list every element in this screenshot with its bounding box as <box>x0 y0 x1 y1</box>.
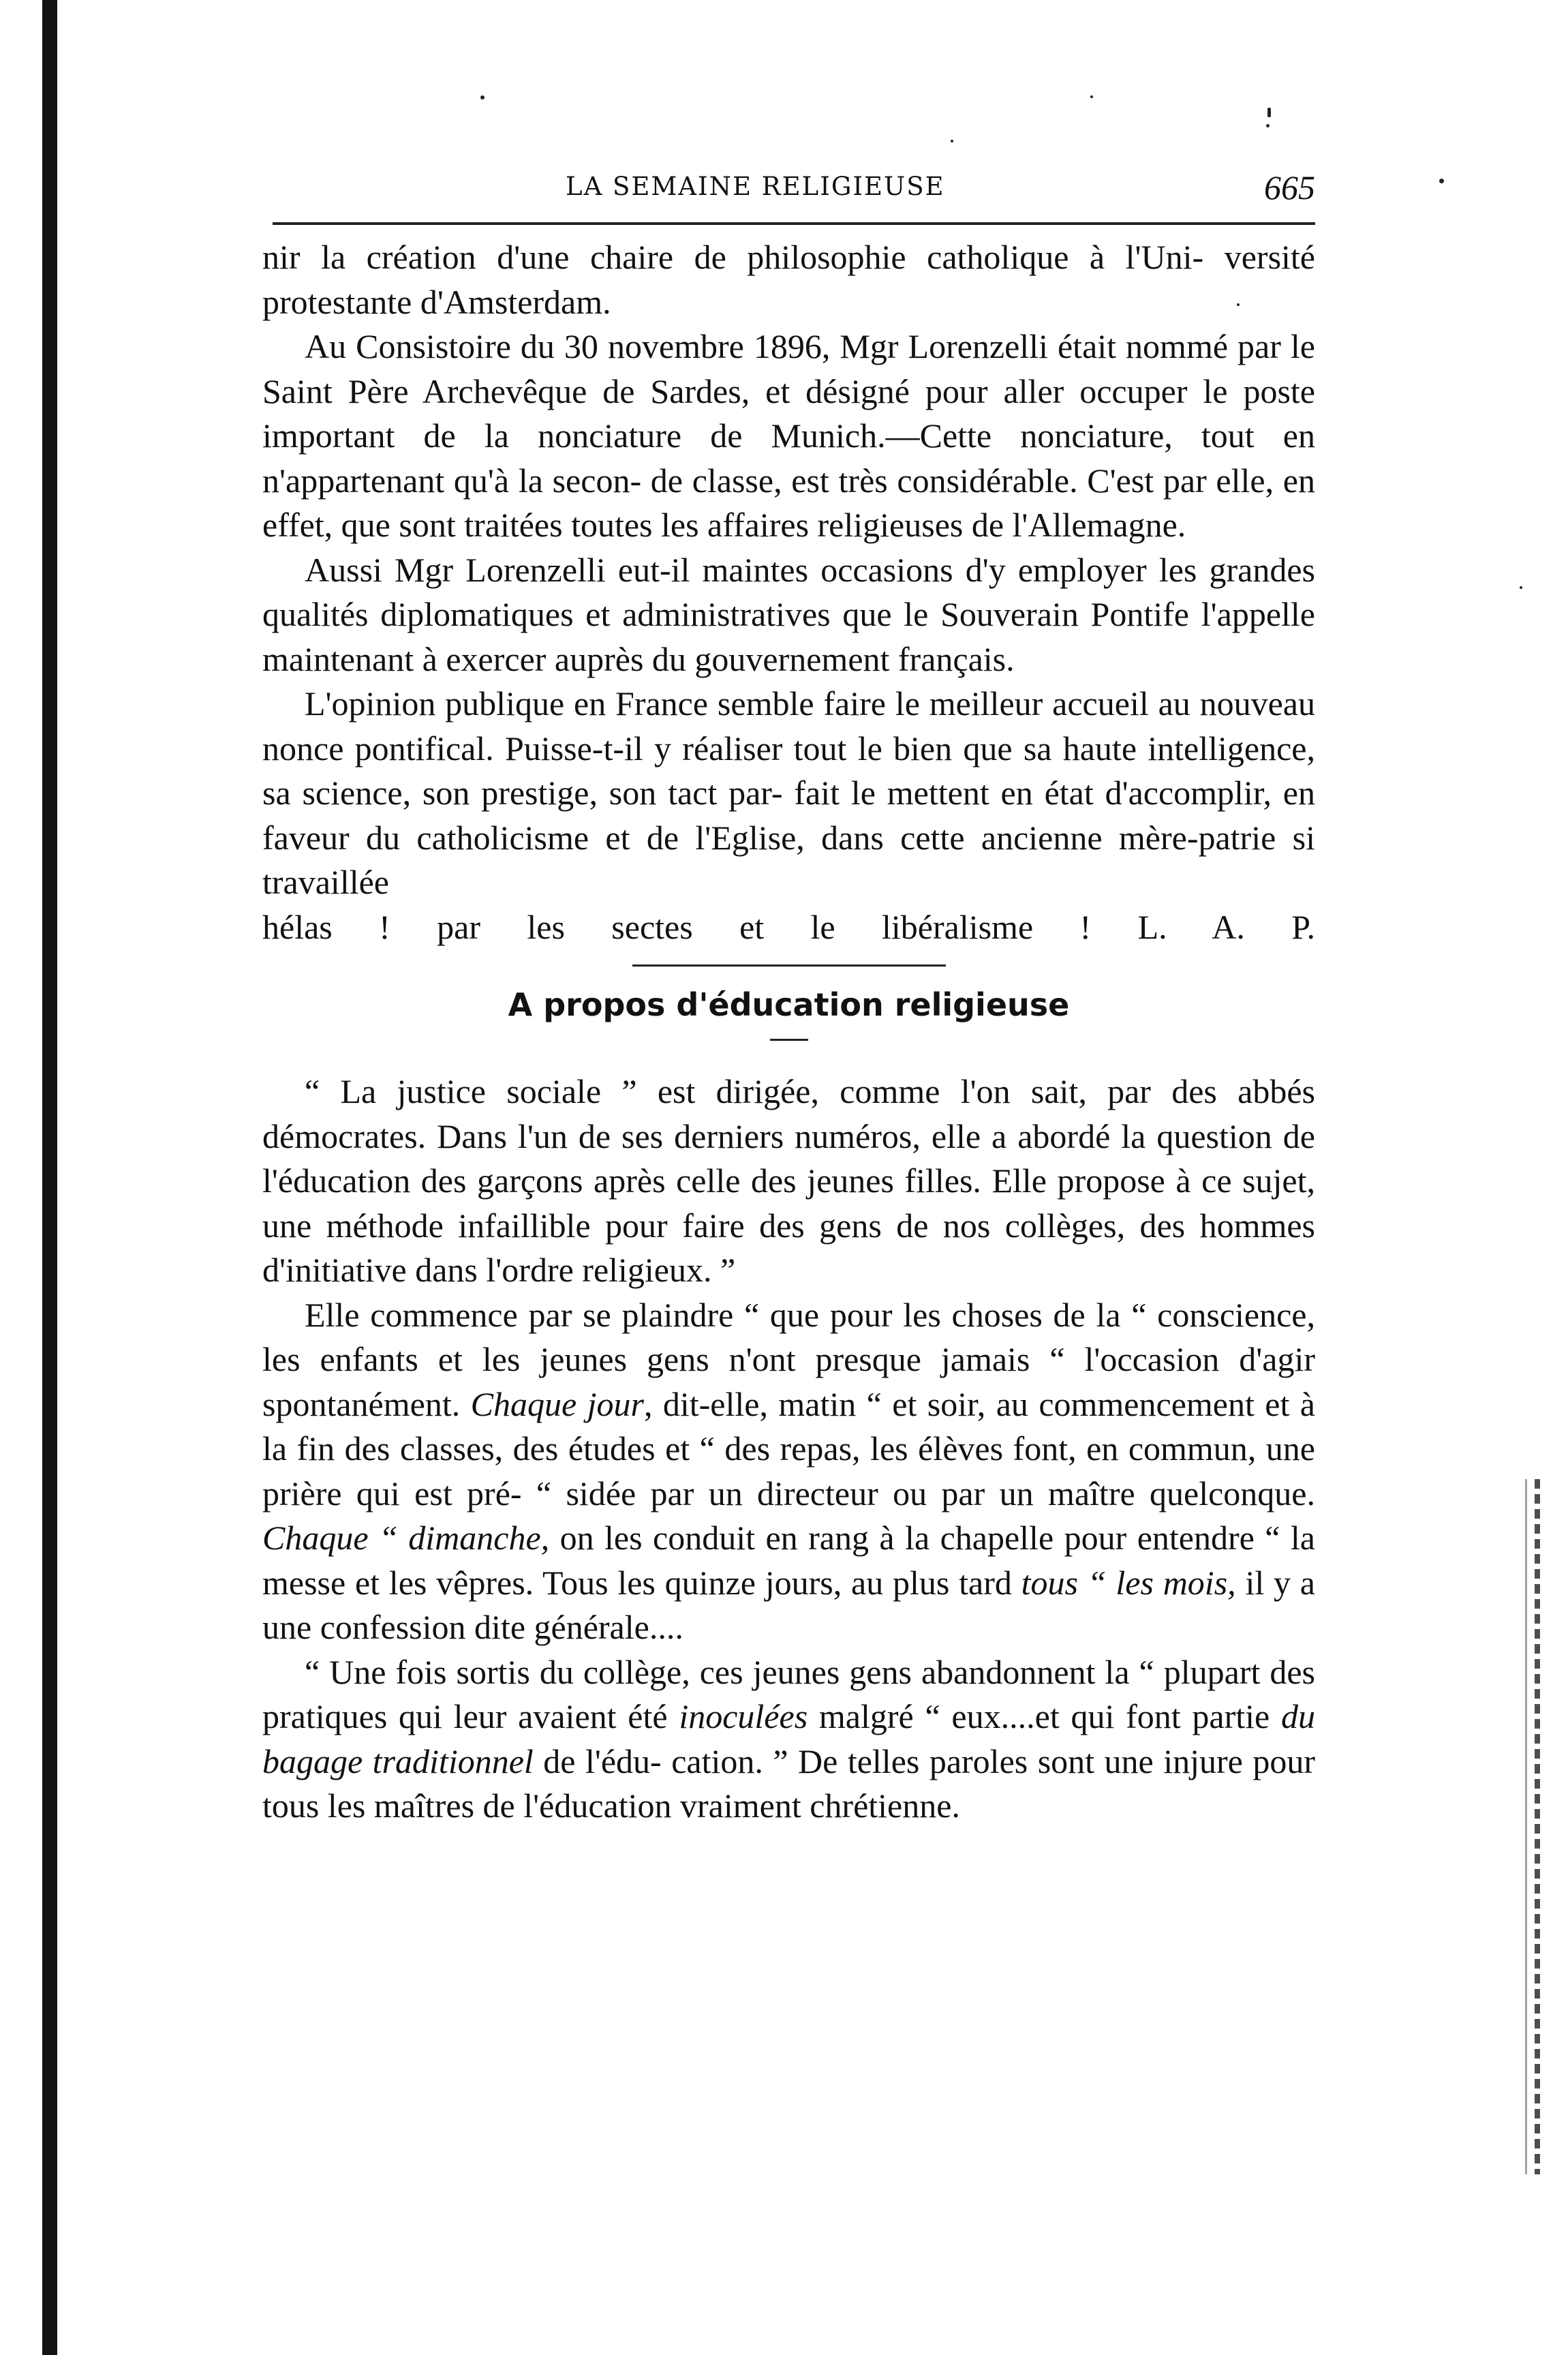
scan-edge-shadow <box>42 0 57 2355</box>
italic-run: Chaque “ dimanche, <box>262 1519 550 1557</box>
italic-run: Chaque jour <box>470 1384 644 1423</box>
heading-dash <box>770 1039 808 1041</box>
running-head <box>273 168 1315 219</box>
scan-speck <box>951 140 953 142</box>
text-run: Elle commence par se plaindre “ que pour les choses de la “ conscience, les enfants et les jeunes gens n'ont presque jamais “ l'occasion d'agir spontanément. <box>262 1295 1315 1423</box>
section-heading: A propos d'éducation religieuse <box>508 986 1070 1023</box>
text-run: de l'édu- cation. ” De telles paroles sont une injure pour tous les maîtres de l'éducation vraiment chrétienne. <box>262 1742 1315 1825</box>
paragraph-justice-sociale: “ La justice sociale ” est dirigée, comme l'on sait, par des abbés démocrates. Dans l'un de ses derniers numéros, elle a abordé la question de l'éducation des garçons après celle des jeunes filles. Elle propose à ce sujet, une méthode infaillible pour faire des gens de nos collèges, des hommes d'initiative dans l'ordre religieux. ” <box>262 1072 1315 1289</box>
author-signature: L. A. P. <box>1137 907 1315 946</box>
paragraph-sortis <box>262 1650 1315 1829</box>
scan-speck <box>1520 586 1522 589</box>
binding-mark <box>1535 1479 1540 2174</box>
paragraph-opinion: L'opinion publique en France semble faire le meilleur accueil au nouveau nonce pontifical. Puisse-t-il y réaliser tout le bien que sa haute intelligence, sa science, son prestige, son tact par- fait le mettent en état d'accomplir, en faveur du catholicisme et de l'Eglise, dans cette ancienne mère-patrie si travaillée <box>262 684 1315 901</box>
text-run: il y a une confession dite générale.... <box>262 1563 1315 1646</box>
scan-speck <box>1266 124 1270 127</box>
scan-speck <box>1267 108 1271 117</box>
paragraph-continuation: nir la création d'une chaire de philosophie catholique à l'Uni- versité protestante d'Amsterdam. <box>262 238 1315 321</box>
scan-speck <box>1439 179 1444 183</box>
text-run: , dit-elle, matin “ et soir, au commencement et à la fin des classes, des études et “ des repas, les élèves font, en commun, une prière qui est pré- “ sidée par un directeur ou par un maître quelconque. <box>262 1384 1315 1513</box>
signature-line <box>262 905 1315 950</box>
scan-speck <box>1090 95 1093 98</box>
scan-speck <box>480 95 485 100</box>
header-rule <box>273 222 1315 225</box>
page-number: 665 <box>1264 168 1315 207</box>
text-run: “ Une fois sortis du collège, ces jeunes gens abandonnent la “ plupart des pratiques qui leur avaient été <box>262 1652 1315 1735</box>
paragraph-plainte <box>262 1293 1315 1650</box>
italic-run: du bagage traditionnel <box>262 1697 1315 1780</box>
text-run: malgré “ eux....et qui font partie <box>808 1697 1281 1735</box>
text-run: on les conduit en rang à la chapelle pour entendre “ la messe et les vêpres. Tous les quinze jours, au plus tard <box>262 1519 1315 1602</box>
section-divider <box>632 964 946 967</box>
paragraph-lorenzelli: Aussi Mgr Lorenzelli eut-il maintes occasions d'y employer les grandes qualités diplomatiques et administratives que le Souverain Pontife l'appelle maintenant à exercer auprès du gouvernement français. <box>262 550 1315 678</box>
closing-text: hélas ! par les sectes et le libéralisme ! <box>262 907 1092 946</box>
binding-line <box>1525 1479 1527 2174</box>
italic-run: tous “ les mois, <box>1021 1563 1236 1602</box>
body-text <box>262 235 1315 1829</box>
paragraph-consistoire: Au Consistoire du 30 novembre 1896, Mgr Lorenzelli était nommé par le Saint Père Archevêque de Sardes, et désigné pour aller occuper le poste important de la nonciature de Munich.—Cette nonciature, tout en n'appartenant qu'à la secon- de classe, est très considérable. C'est par elle, en effet, que sont traitées toutes les affaires religieuses de l'Allemagne. <box>262 327 1315 544</box>
italic-run: inoculées <box>679 1697 808 1735</box>
running-title: LA SEMAINE RELIGIEUSE <box>566 172 945 201</box>
